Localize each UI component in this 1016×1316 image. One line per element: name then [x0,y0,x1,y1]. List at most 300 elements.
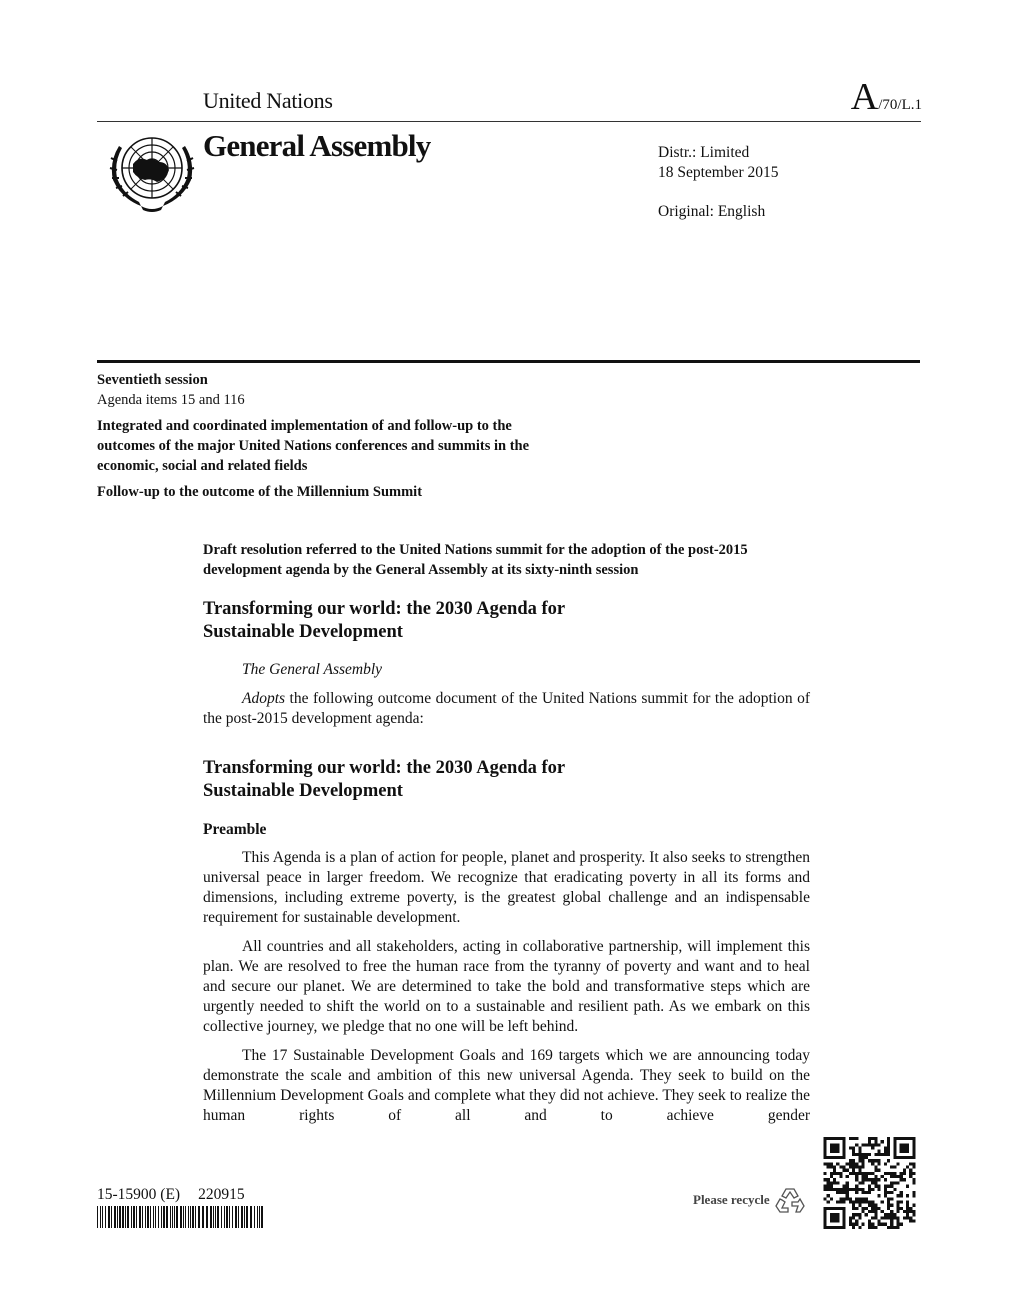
qr-module [855,1191,858,1194]
qr-module [903,1150,906,1153]
qr-module [862,1181,865,1184]
qr-module [830,1216,833,1219]
qr-module [839,1156,842,1159]
barcode-bar [246,1206,248,1228]
qr-module [900,1194,903,1197]
qr-module [912,1162,915,1165]
qr-module [858,1226,861,1229]
qr-module [836,1219,839,1222]
qr-module [909,1137,912,1140]
qr-module [896,1156,899,1159]
barcode-bar [158,1206,159,1228]
qr-module [849,1200,852,1203]
qr-module [833,1166,836,1169]
un-emblem-icon [103,128,201,214]
qr-module [906,1204,909,1207]
qr-module [862,1223,865,1226]
barcode-bar [180,1206,182,1228]
qr-module [912,1181,915,1184]
barcode-bar [250,1206,252,1228]
qr-module [843,1166,846,1169]
qr-module [874,1169,877,1172]
qr-module [852,1147,855,1150]
qr-module [896,1223,899,1226]
barcode-bar [224,1206,225,1228]
qr-module [855,1223,858,1226]
qr-module [824,1137,827,1140]
barcode-bar [133,1206,135,1228]
qr-module [862,1159,865,1162]
qr-module [903,1210,906,1213]
adopts-paragraph [203,689,810,729]
qr-module [824,1153,827,1156]
qr-module [871,1188,874,1191]
qr-module [852,1159,855,1162]
qr-module [852,1188,855,1191]
qr-module [884,1153,887,1156]
qr-module [890,1172,893,1175]
preamble-paragraph-3: The 17 Sustainable Development Goals and 169 targets which we are announcing today demonstrate the scale and ambition of this new universal Agenda. They seek to build on the Millennium Development Goals and complete what they did not achieve. They seek to realize the human rights of all and to achieve gender [203,1047,810,1124]
barcode-bar [213,1206,214,1228]
qr-module [865,1200,868,1203]
qr-module [912,1143,915,1146]
qr-module [896,1216,899,1219]
qr-module [855,1178,858,1181]
qr-module [871,1147,874,1150]
barcode-bar [190,1206,191,1228]
qr-module [893,1150,896,1153]
qr-module [874,1185,877,1188]
qr-module [906,1216,909,1219]
qr-module [884,1185,887,1188]
qr-module [827,1181,830,1184]
qr-module [887,1143,890,1146]
qr-module [858,1147,861,1150]
qr-module [893,1188,896,1191]
qr-module [858,1216,861,1219]
qr-module [874,1166,877,1169]
barcode-bar [257,1206,258,1228]
qr-module [830,1188,833,1191]
qr-module [896,1162,899,1165]
qr-module [849,1162,852,1165]
qr-module [833,1216,836,1219]
qr-module [855,1197,858,1200]
qr-module [871,1204,874,1207]
qr-module [836,1150,839,1153]
document-symbol-letter: A [850,76,879,118]
qr-module [846,1181,849,1184]
qr-module [896,1137,899,1140]
qr-module [868,1185,871,1188]
barcode-bar [111,1206,112,1228]
qr-module [874,1178,877,1181]
barcode-bar [136,1206,137,1228]
qr-module [824,1197,827,1200]
qr-module [890,1210,893,1213]
session-divider [97,360,920,363]
qr-module [900,1156,903,1159]
qr-module [874,1213,877,1216]
qr-module [836,1188,839,1191]
qr-module [855,1219,858,1222]
barcode-bar [170,1206,171,1228]
agenda-item-title-2: Follow-up to the outcome of the Millennium Summit [97,484,423,500]
qr-module [855,1175,858,1178]
qr-module [865,1172,868,1175]
qr-module [890,1223,893,1226]
barcode-bar [172,1206,173,1228]
document-date: 18 September 2015 [658,164,779,181]
qr-module [874,1207,877,1210]
qr-module [839,1200,842,1203]
qr-module [824,1156,827,1159]
qr-module [887,1150,890,1153]
qr-module [836,1200,839,1203]
qr-module [906,1156,909,1159]
qr-module [887,1172,890,1175]
barcode-bar [145,1206,146,1228]
qr-module [855,1153,858,1156]
qr-module [843,1137,846,1140]
qr-module [827,1200,830,1203]
barcode-bar [108,1206,110,1228]
qr-module [893,1140,896,1143]
qr-module [906,1150,909,1153]
qr-module [846,1169,849,1172]
qr-module [900,1137,903,1140]
barcode-bar [235,1206,237,1228]
qr-module [893,1226,896,1229]
qr-module [855,1143,858,1146]
original-language: Original: English [658,203,766,220]
qr-module [890,1226,893,1229]
qr-module [887,1197,890,1200]
preamble-paragraph-1: This Agenda is a plan of action for people, planet and prosperity. It also seeks to strengthen universal peace in larger freedom. We recognize that eradicating poverty in all its forms and dimensions, including extreme poverty, is the greatest global challenge and an indispensable requirement for sustainable development. [203,849,810,926]
qr-module [858,1156,861,1159]
qr-module [912,1147,915,1150]
qr-module [874,1226,877,1229]
qr-module [868,1137,871,1140]
qr-module [881,1200,884,1203]
barcode-bar [195,1206,196,1228]
qr-module [909,1156,912,1159]
qr-module [843,1169,846,1172]
qr-module [893,1175,896,1178]
recycle-notice [693,1185,807,1215]
qr-module [887,1207,890,1210]
qr-module [843,1210,846,1213]
qr-module [877,1159,880,1162]
qr-module [858,1213,861,1216]
qr-module [839,1226,842,1229]
qr-module [849,1147,852,1150]
qr-module [858,1153,861,1156]
qr-module [833,1207,836,1210]
distribution-block [658,143,779,222]
qr-module [896,1204,899,1207]
qr-module [909,1172,912,1175]
qr-module [896,1226,899,1229]
barcode-bar [210,1206,212,1228]
qr-module [855,1162,858,1165]
qr-module [903,1143,906,1146]
qr-module [852,1207,855,1210]
qr-module [836,1226,839,1229]
qr-module [912,1178,915,1181]
recycle-icon [773,1185,807,1215]
qr-module [843,1226,846,1229]
qr-module [909,1207,912,1210]
barcode-bar [122,1206,124,1228]
qr-module [890,1204,893,1207]
session-block [97,370,567,502]
qr-module [830,1181,833,1184]
header-divider [97,121,921,122]
qr-module [836,1137,839,1140]
qr-module [852,1166,855,1169]
qr-module [912,1140,915,1143]
qr-module [855,1200,858,1203]
qr-module [893,1172,896,1175]
qr-module [903,1172,906,1175]
qr-module [893,1213,896,1216]
qr-module [824,1140,827,1143]
qr-module [858,1188,861,1191]
qr-module [833,1219,836,1222]
qr-module [833,1147,836,1150]
qr-module [849,1197,852,1200]
qr-module [890,1185,893,1188]
qr-module [839,1197,842,1200]
qr-module [865,1153,868,1156]
qr-module [858,1172,861,1175]
barcode-bar [202,1206,204,1228]
qr-module [824,1162,827,1165]
barcode-bar [117,1206,118,1228]
qr-module [862,1191,865,1194]
qr-module [862,1210,865,1213]
qr-module [852,1213,855,1216]
qr-module [824,1172,827,1175]
job-date: 220915 [198,1186,245,1203]
qr-module [858,1159,861,1162]
qr-module [846,1162,849,1165]
barcode-bar [114,1206,116,1228]
qr-module [893,1153,896,1156]
barcode-bar [188,1206,189,1228]
qr-module [865,1178,868,1181]
qr-module [881,1175,884,1178]
qr-module [839,1172,842,1175]
qr-module [858,1150,861,1153]
qr-module [865,1175,868,1178]
qr-module [912,1156,915,1159]
qr-module [868,1153,871,1156]
qr-module [877,1185,880,1188]
barcode-bar [125,1206,126,1228]
qr-module [871,1143,874,1146]
qr-module [862,1175,865,1178]
preamble-heading: Preamble [203,821,267,838]
qr-module [900,1150,903,1153]
qr-module [900,1207,903,1210]
qr-module [846,1175,849,1178]
qr-module [862,1172,865,1175]
qr-module [896,1219,899,1222]
adopts-text: the following outcome document of the United Nations summit for the adoption of the post-2015 development agenda: [203,690,810,727]
qr-module [874,1140,877,1143]
barcode-bar [100,1206,101,1228]
qr-module [893,1147,896,1150]
qr-module [887,1147,890,1150]
qr-module [852,1204,855,1207]
qr-module [887,1159,890,1162]
barcode-bar [163,1206,165,1228]
qr-module [887,1191,890,1194]
qr-module [858,1166,861,1169]
organ-name: General Assembly [203,128,431,163]
qr-module [843,1185,846,1188]
qr-module [912,1191,915,1194]
qr-module [906,1147,909,1150]
barcode-bar [238,1206,239,1228]
qr-module [906,1137,909,1140]
qr-module [833,1143,836,1146]
outcome-title-line-2: Sustainable Development [203,781,403,801]
qr-module [903,1137,906,1140]
qr-module [833,1172,836,1175]
qr-module [824,1147,827,1150]
barcode-bar [241,1206,243,1228]
qr-module [827,1194,830,1197]
qr-module [887,1185,890,1188]
qr-module [887,1226,890,1229]
qr-module [890,1213,893,1216]
recycle-label: Please recycle [693,1192,770,1207]
qr-module [890,1219,893,1222]
qr-module [855,1185,858,1188]
qr-module [830,1197,833,1200]
qr-module [830,1185,833,1188]
barcode-bar [127,1206,129,1228]
qr-module [890,1191,893,1194]
qr-module [906,1166,909,1169]
barcode-bar [161,1206,162,1228]
qr-module [836,1172,839,1175]
qr-module [852,1150,855,1153]
qr-module [843,1153,846,1156]
qr-module [846,1188,849,1191]
qr-module [893,1143,896,1146]
qr-module [843,1200,846,1203]
qr-module [827,1156,830,1159]
qr-module [896,1207,899,1210]
qr-module [877,1153,880,1156]
barcode-bar [147,1206,149,1228]
qr-module [830,1137,833,1140]
barcode-bar [153,1206,154,1228]
qr-module [906,1213,909,1216]
qr-module [912,1172,915,1175]
qr-module [849,1159,852,1162]
qr-module [865,1143,868,1146]
qr-module [839,1137,842,1140]
qr-module [909,1219,912,1222]
qr-module [881,1210,884,1213]
qr-module [843,1216,846,1219]
qr-module [871,1200,874,1203]
qr-module [877,1143,880,1146]
qr-module [874,1181,877,1184]
qr-module [871,1178,874,1181]
qr-module [900,1147,903,1150]
qr-module [830,1143,833,1146]
qr-module [874,1204,877,1207]
qr-module [912,1210,915,1213]
qr-module [827,1166,830,1169]
document-symbol [851,78,922,116]
qr-module [833,1226,836,1229]
qr-module [887,1137,890,1140]
qr-module [858,1204,861,1207]
qr-module [874,1175,877,1178]
qr-module [830,1166,833,1169]
qr-module [846,1191,849,1194]
resolution-title-line-2: Sustainable Development [203,622,403,642]
resolution-title-line-1: Transforming our world: the 2030 Agenda for [203,599,566,619]
qr-module [868,1204,871,1207]
barcode-bar [261,1206,263,1228]
barcode-icon [97,1206,267,1228]
qr-module [833,1156,836,1159]
qr-module [887,1153,890,1156]
barcode-bar [259,1206,260,1228]
qr-module [830,1213,833,1216]
qr-module [871,1226,874,1229]
qr-module [906,1194,909,1197]
qr-module [855,1137,858,1140]
qr-module [890,1181,893,1184]
qr-module [868,1210,871,1213]
qr-module [912,1194,915,1197]
qr-module [909,1216,912,1219]
qr-module [896,1175,899,1178]
qr-module [903,1156,906,1159]
qr-module [849,1137,852,1140]
qr-module [836,1147,839,1150]
qr-module [852,1153,855,1156]
qr-module [827,1207,830,1210]
qr-module [868,1159,871,1162]
barcode-bar [229,1206,230,1228]
qr-module [900,1143,903,1146]
qr-module [824,1178,827,1181]
barcode-bar [131,1206,132,1228]
qr-module [830,1162,833,1165]
qr-module [833,1188,836,1191]
qr-module [824,1219,827,1222]
barcode-bar [176,1206,178,1228]
qr-module [871,1172,874,1175]
qr-module [874,1216,877,1219]
qr-module [912,1204,915,1207]
qr-module [884,1162,887,1165]
qr-module [827,1162,830,1165]
barcode-bar [221,1206,222,1228]
qr-module [827,1137,830,1140]
qr-module [843,1140,846,1143]
